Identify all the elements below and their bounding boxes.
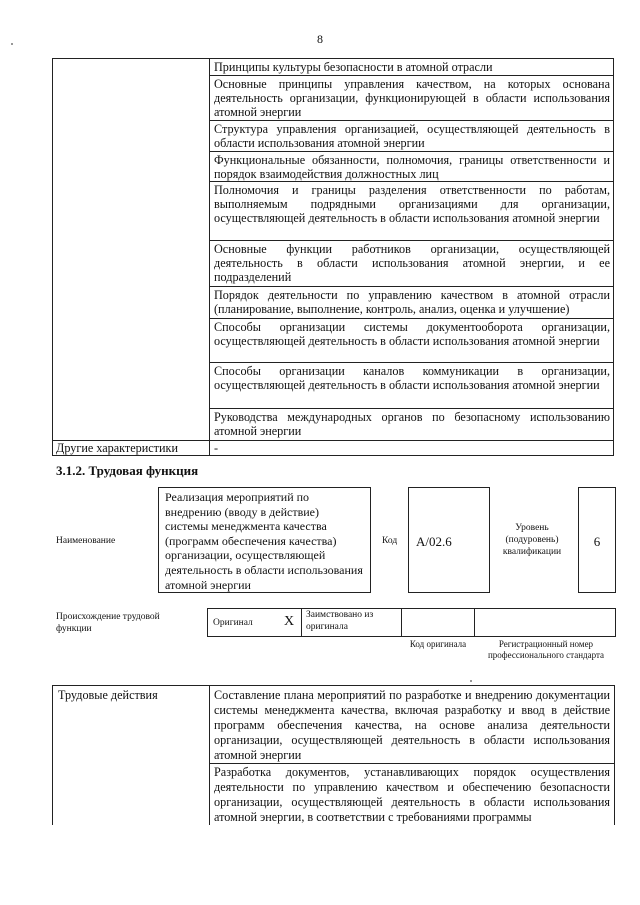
section-title: 3.1.2. Трудовая функция xyxy=(56,463,199,478)
function-name-value: Реализация мероприятий по внедрению (вводу в действие) системы менеджмента качества (программ обеспечения качества) организации, осуществляющей деятельность в области использования атомной энергии xyxy=(165,490,363,592)
code-label: Код xyxy=(382,536,398,546)
origin-table xyxy=(207,608,616,637)
function-name-box xyxy=(158,487,371,593)
origin-borrowed: Заимствовано из оригинала xyxy=(306,610,374,632)
page-number: 8 xyxy=(317,32,323,46)
code-original-caption: Код оригинала xyxy=(409,639,467,649)
other-characteristics-label: Другие характеристики xyxy=(56,441,178,455)
origin-mark: X xyxy=(284,614,295,629)
action-item: Составление плана мероприятий по разработке и внедрению документации системы менеджмента качества, включая разработку и ввод в действие программ обеспечения качества, на основе анализа деятельности организации, осуществляющей деятельность в области использования атомной энергии xyxy=(214,688,610,762)
knowledge-row: Структура управления организацией, осуществляющей деятельность в области использования атомной энергии xyxy=(214,122,610,151)
scan-speck xyxy=(11,43,13,45)
code-value: A/02.6 xyxy=(416,534,452,549)
scan-speck xyxy=(470,680,472,682)
knowledge-row: Порядок деятельности по управлению качеством в атомной отрасли (планирование, выполнение, контроль, анализ, оценка и улучшение) xyxy=(214,288,610,317)
level-box xyxy=(578,487,616,593)
actions-label: Трудовые действия xyxy=(58,688,158,702)
origin-original: Оригинал xyxy=(213,618,253,628)
knowledge-row: Функциональные обязанности, полномочия, границы ответственности и порядок взаимодействия должностных лиц xyxy=(214,153,610,182)
level-value: 6 xyxy=(593,534,601,549)
action-item: Разработка документов, устанавливающих порядок осуществления деятельности по управлению качеством и обеспечению безопасности организации, осуществляющей деятельность в области использования атомной энергии, в соответствии с требованиями программы xyxy=(214,765,610,824)
knowledge-row: Основные функции работников организации, осуществляющей деятельность в области использования атомной энергии, и ее подразделений xyxy=(214,242,610,285)
knowledge-row: Основные принципы управления качеством, на которых основана деятельность организации, функционирующей в области использования атомной энергии xyxy=(214,77,610,120)
knowledge-row: Способы организации каналов коммуникации в организации, осуществляющей деятельность в области использования атомной энергии xyxy=(214,364,610,393)
knowledge-row: Руководства международных органов по безопасному использованию атомной энергии xyxy=(214,410,610,439)
knowledge-row: Способы организации системы документооборота организации, осуществляющей деятельность в области использования атомной энергии xyxy=(214,320,610,349)
other-characteristics-value: - xyxy=(214,441,219,455)
knowledge-row: Полномочия и границы разделения ответственности по работам, выполняемым подрядными организациями для организации, осуществляющей деятельность в области использования атомной энергии xyxy=(214,183,610,226)
code-box xyxy=(408,487,490,593)
knowledge-row: Принципы культуры безопасности в атомной отрасли xyxy=(214,60,493,74)
reg-number-caption: Регистрационный номер профессионального стандарта xyxy=(487,639,605,660)
origin-label: Происхождение трудовой функции xyxy=(56,612,160,634)
level-label: Уровень (подуровень) квалификации xyxy=(502,523,562,557)
name-label: Наименование xyxy=(56,536,116,546)
